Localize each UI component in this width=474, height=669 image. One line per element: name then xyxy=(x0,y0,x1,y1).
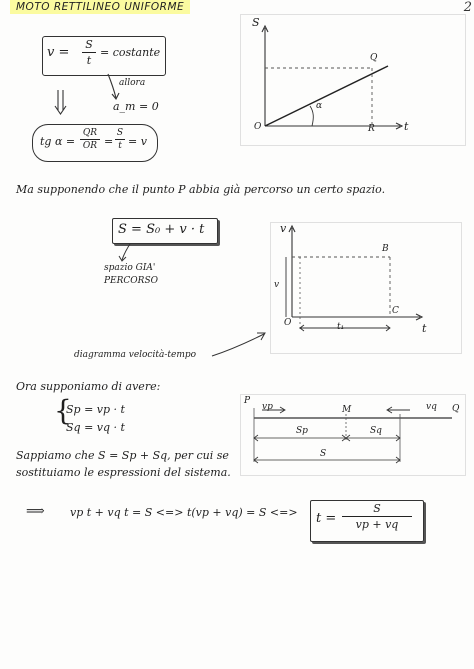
fraction-bar xyxy=(342,516,412,517)
diagram3-s: S xyxy=(320,449,327,459)
system-row-2: Sq = vq · t xyxy=(66,421,125,434)
space-time-graph xyxy=(240,14,464,144)
t-den: t xyxy=(118,141,122,151)
graph1-t-axis: t xyxy=(404,120,409,133)
graph1-q-point: Q xyxy=(370,53,378,63)
or-label: OR xyxy=(82,141,98,151)
graph2-b-point: B xyxy=(382,244,389,254)
tangent-lhs: tg α = xyxy=(40,135,76,148)
graph2-origin: O xyxy=(284,318,292,328)
velocity-time-graph xyxy=(270,222,460,352)
diagram3-vq: vq xyxy=(426,402,437,412)
system-row-1: Sp = vp · t xyxy=(66,403,125,416)
diagram3-p: P xyxy=(244,396,251,406)
tangent-equals: = xyxy=(104,135,114,148)
graph1-alpha: α xyxy=(316,101,323,111)
velocity-num: S xyxy=(85,38,93,51)
implies-arrow xyxy=(54,90,68,116)
velocity-fraction xyxy=(82,38,96,67)
velocity-lhs: v = xyxy=(47,45,70,60)
graph1-s-axis: S xyxy=(252,16,260,29)
diagram-pointer-arrow xyxy=(210,330,270,360)
sentence-suppose: Ora supponiamo di avere: xyxy=(16,380,161,393)
fraction-bar xyxy=(115,139,125,140)
diagram3-vp: vp xyxy=(262,402,273,412)
diagram3-sq: Sq xyxy=(370,426,382,436)
final-implies: ⟹ xyxy=(26,504,45,519)
diagram3-sp: Sp xyxy=(296,426,308,436)
diagram-label: diagramma velocità-tempo xyxy=(74,350,197,360)
tangent-fraction-2 xyxy=(115,128,125,151)
page-title: MOTO RETTILINEO UNIFORME xyxy=(10,0,190,14)
sentence-we-know-1: Sappiamo che S = Sp + Sq, per cui se xyxy=(16,449,229,462)
velocity-den: t xyxy=(86,54,92,67)
velocity-rhs: = costante xyxy=(100,46,161,59)
graph2-v-side: v xyxy=(274,280,280,290)
fraction-bar xyxy=(80,139,100,140)
graph2-t1: t₁ xyxy=(337,322,345,332)
diagram3-q: Q xyxy=(452,404,460,414)
final-fraction xyxy=(342,502,412,531)
spazio-label-2: PERCORSO xyxy=(104,276,158,286)
graph2-c-point: C xyxy=(392,306,399,316)
graph2-v-axis: v xyxy=(280,222,287,235)
final-den: vp + vq xyxy=(355,518,399,531)
spazio-label-1: spazio GIA' xyxy=(104,263,156,273)
graph2-t-axis: t xyxy=(422,322,427,335)
spazio-arrow xyxy=(116,242,136,262)
mean-acceleration: a_m = 0 xyxy=(113,100,159,113)
allora-label: allora xyxy=(119,78,146,88)
graph1-r-point: R xyxy=(368,124,375,134)
s-num: S xyxy=(116,128,124,138)
final-expression: vp t + vq t = S <=> t(vp + vq) = S <=> xyxy=(70,506,298,519)
graph1-origin: O xyxy=(254,122,262,132)
final-num: S xyxy=(373,502,381,515)
sentence-already-travelled: Ma supponendo che il punto P abbia già percorso un certo spazio. xyxy=(16,183,386,196)
sentence-we-know-2: sostituiamo le espressioni del sistema. xyxy=(16,466,231,479)
position-formula: S = S₀ + v · t xyxy=(118,222,205,237)
tangent-fraction-1 xyxy=(80,128,100,151)
system-brace: { xyxy=(54,394,72,427)
qr-label: QR xyxy=(82,128,98,138)
diagram3-m: M xyxy=(342,405,352,415)
final-lhs: t = xyxy=(316,511,337,526)
page-number: 2 xyxy=(463,0,472,15)
fraction-bar xyxy=(82,52,96,53)
tangent-rhs: = v xyxy=(128,135,147,148)
